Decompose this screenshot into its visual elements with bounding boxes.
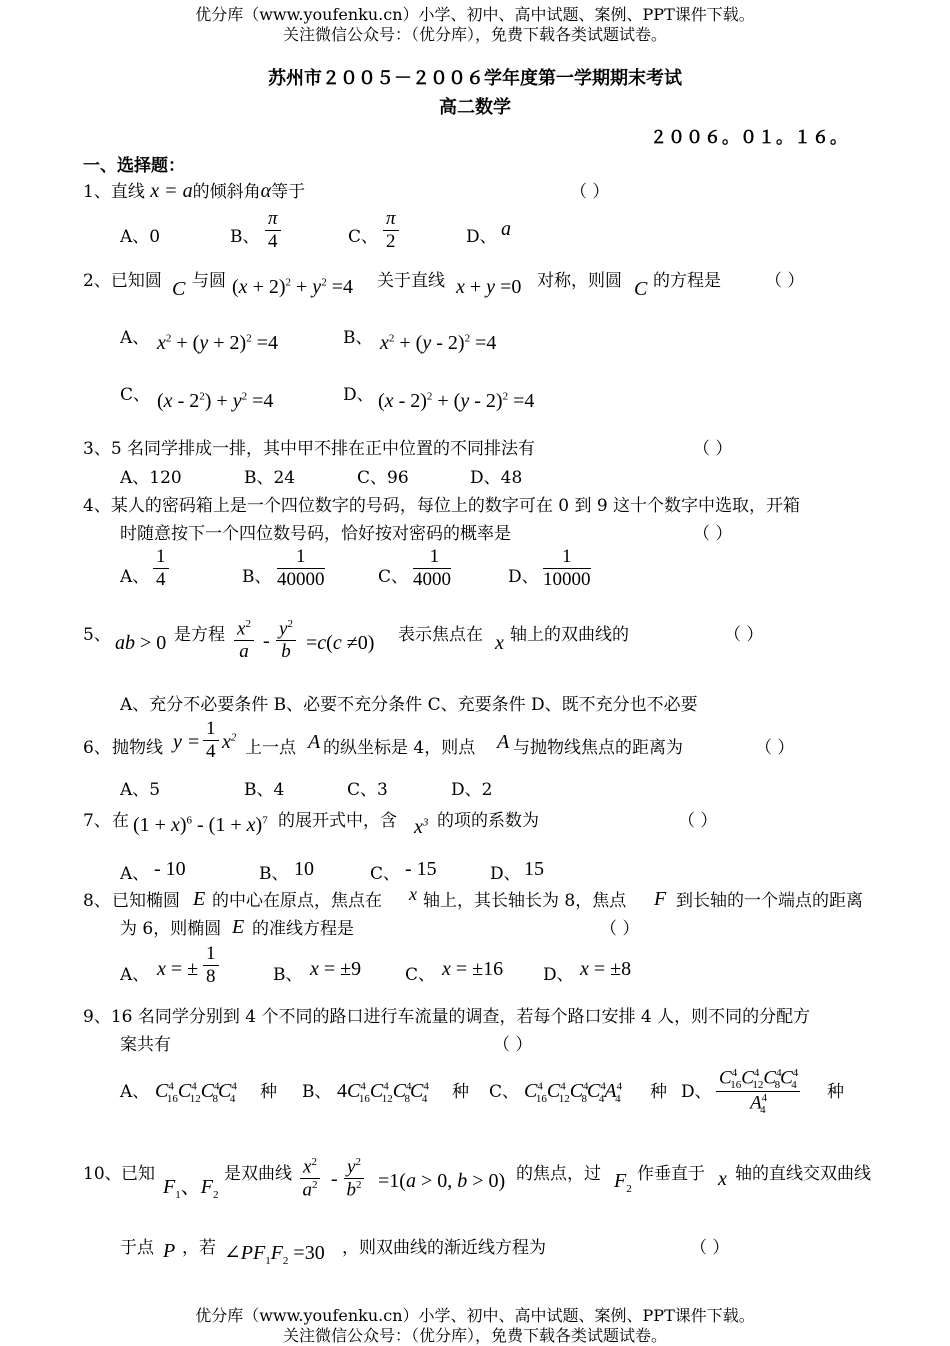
q8-ellipse-e: E bbox=[232, 916, 245, 938]
q2-text: 对称，则圆 bbox=[537, 271, 622, 291]
q5-condition: ab > 0 bbox=[115, 632, 167, 654]
q2-circle-equation: $(x + 2)^2 + y^2 =4$ bbox=[232, 276, 353, 298]
q6-text: 的纵坐标是 4，则点 bbox=[323, 738, 476, 758]
q8-option-a-fraction: $\frac{1}{8}$ bbox=[203, 943, 219, 988]
q1-option-d-value: a bbox=[501, 218, 511, 240]
q4-option-b-value: $\frac{1}{40000}$ bbox=[277, 546, 325, 590]
q4-option-b: B、 bbox=[242, 567, 272, 587]
q2-number: 2、 bbox=[83, 271, 111, 291]
q7-option-d-value: 15 bbox=[524, 858, 544, 880]
q2-text: 与圆 bbox=[192, 271, 226, 291]
q6-option-b: B、4 bbox=[244, 780, 285, 800]
q8-text: 已知椭圆 bbox=[112, 891, 180, 911]
q5-text: 表示焦点在 bbox=[398, 625, 483, 645]
q6-fraction: $\frac{1}{4}$ bbox=[203, 718, 219, 763]
q3-option-d: D、48 bbox=[470, 468, 523, 488]
q6-option-c: C、3 bbox=[347, 780, 388, 800]
q9-answer-bracket: （ ） bbox=[493, 1035, 533, 1055]
question-9-line1: 9、16 名同学分别到 4 个不同的路口进行车流量的调查，若每个路口安排 4 人，则不同的分配方 bbox=[83, 1007, 811, 1027]
q9-option-b: B、 bbox=[302, 1082, 332, 1102]
q7-option-c: C、 bbox=[370, 864, 401, 884]
q1-text: 等于 bbox=[271, 182, 306, 202]
q1-option-b-value: $\frac{\pi}{4}$ bbox=[265, 208, 281, 253]
q3-answer-bracket: （ ） bbox=[693, 439, 733, 459]
q3-option-a: A、120 bbox=[120, 468, 182, 488]
q5-options: A、充分不必要条件 B、必要不充分条件 C、充要条件 D、既不充分也不必要 bbox=[120, 695, 698, 715]
question-4-line1: 4、某人的密码箱上是一个四位数字的号码，每位上的数字可在 0 到 9 这十个数字中选取，开箱 bbox=[83, 496, 801, 516]
q10-text: 于点 bbox=[120, 1238, 154, 1258]
q10-axis-x: x bbox=[718, 1168, 727, 1190]
q1-text: 直线 bbox=[110, 182, 145, 202]
q8-option-d-value: x = ±8 bbox=[580, 958, 632, 980]
q7-text: 的展开式中，含 bbox=[278, 811, 397, 831]
section-heading: 一、选择题： bbox=[83, 156, 185, 176]
q6-point-a: A bbox=[497, 731, 510, 753]
q10-point-p: P bbox=[163, 1240, 176, 1262]
q5-number: 5、 bbox=[83, 625, 111, 645]
q4-option-a-value: $\frac{1}{4}$ bbox=[153, 546, 169, 591]
q8-option-b-value: x = ±9 bbox=[310, 958, 362, 980]
q5-answer-bracket: （ ） bbox=[724, 625, 764, 645]
q2-option-a-value: $x^2 + (y + 2)^2 =4$ bbox=[157, 332, 278, 354]
q4-option-d-value: $\frac{1}{10000}$ bbox=[543, 546, 591, 590]
q7-option-a-value: - 10 bbox=[154, 858, 186, 880]
q8-option-b: B、 bbox=[273, 965, 303, 985]
q4-answer-bracket: （ ） bbox=[693, 524, 733, 544]
q9-option-c: C、 bbox=[489, 1082, 520, 1102]
question-4-line2: 时随意按下一个四位数号码，恰好按对密码的概率是 bbox=[120, 524, 511, 544]
q10-text: 的焦点，过 bbox=[516, 1164, 601, 1184]
q10-foci: $F_1$、$F_2$ bbox=[163, 1176, 219, 1201]
site-footer-line2: 关注微信公众号：（优分库），免费下载各类试题试卷。 bbox=[282, 1326, 667, 1345]
q10-angle-condition: $\angle PF_1F_2 =30$ bbox=[224, 1242, 325, 1267]
q7-number: 7、 bbox=[83, 811, 111, 831]
q7-option-d: D、 bbox=[490, 864, 521, 884]
q8-option-c-value: x = ±16 bbox=[442, 958, 504, 980]
q8-text: 的中心在原点，焦点在 bbox=[212, 891, 382, 911]
q9-option-d: D、 bbox=[681, 1082, 712, 1102]
q1-option-b: B、 bbox=[230, 227, 260, 247]
q8-option-a-lhs: x = ± bbox=[157, 958, 199, 980]
q4-option-a: A、 bbox=[120, 567, 150, 587]
q2-option-c-value: $(x - 2^2) + y^2 =4$ bbox=[157, 390, 274, 412]
q5-fraction-y: $\frac{y^2}{b}$ bbox=[276, 618, 296, 663]
q6-text: 与抛物线焦点的距离为 bbox=[513, 738, 683, 758]
q10-text: 是双曲线 bbox=[224, 1164, 292, 1184]
q7-text: 的项的系数为 bbox=[437, 811, 539, 831]
q1-formula-line: x = a bbox=[150, 180, 193, 202]
q7-option-b: B、 bbox=[259, 864, 289, 884]
q10-text: 已知 bbox=[121, 1164, 155, 1184]
q10-fraction-y: $\frac{y^2}{b^2}$ bbox=[344, 1156, 364, 1202]
question-1 bbox=[83, 177, 305, 203]
q9-option-c-value: $C^4_{16}C^4_{12}C^4_8C^4_4A^4_4$ bbox=[524, 1080, 623, 1105]
q2-option-b-value: $x^2 + (y - 2)^2 =4$ bbox=[380, 332, 497, 354]
q5-minus: - bbox=[263, 630, 270, 652]
q3-option-c: C、96 bbox=[357, 468, 409, 488]
q6-option-d: D、2 bbox=[451, 780, 493, 800]
q3-option-b: B、24 bbox=[244, 468, 296, 488]
q1-alpha: α bbox=[260, 180, 272, 202]
question-9-line2: 案共有 bbox=[120, 1035, 171, 1055]
q7-x-cubed: $x^3$ bbox=[414, 816, 429, 838]
q8-ellipse-e: E bbox=[193, 888, 206, 910]
q2-text: 已知圆 bbox=[110, 271, 162, 291]
q10-text: ，若 bbox=[182, 1238, 216, 1258]
exam-title: 苏州市２００５－２００６学年度第一学期期末考试 bbox=[268, 68, 682, 89]
q7-expression: $(1 + x)^6 - (1 + x)^7$ bbox=[133, 814, 268, 836]
q10-number: 10、 bbox=[83, 1164, 122, 1184]
q2-option-b: B、 bbox=[343, 328, 373, 348]
q7-option-c-value: - 15 bbox=[405, 858, 437, 880]
q1-option-a: A、0 bbox=[120, 227, 161, 247]
q10-focus-f2: $F_2$ bbox=[614, 1170, 632, 1195]
q6-y: y bbox=[173, 731, 182, 753]
q1-option-c: C、 bbox=[348, 227, 379, 247]
q9-option-b-suffix: 种 bbox=[452, 1082, 469, 1102]
q7-answer-bracket: （ ） bbox=[678, 811, 718, 831]
q10-equation-rhs: =1(a > 0, b > 0) bbox=[378, 1170, 506, 1192]
q5-axis-x: x bbox=[495, 632, 504, 654]
q2-text: 关于直线 bbox=[377, 271, 445, 291]
q2-option-d: D、 bbox=[343, 385, 374, 405]
q2-answer-bracket: （ ） bbox=[765, 271, 805, 291]
q8-option-a: A、 bbox=[120, 965, 150, 985]
q1-text: 的倾斜角 bbox=[192, 182, 261, 202]
q10-answer-bracket: （ ） bbox=[690, 1238, 730, 1258]
site-header-line1: 优分库（www.youfenku.cn）小学、初中、高中试题、案例、PPT课件下载。 bbox=[195, 5, 755, 24]
exam-date: ２００６。０１。１６。 bbox=[650, 128, 848, 148]
q4-option-d: D、 bbox=[508, 567, 539, 587]
question-3: 3、5 名同学排成一排，其中甲不排在正中位置的不同排法有 bbox=[83, 439, 536, 459]
q9-option-a-suffix: 种 bbox=[260, 1082, 277, 1102]
q7-option-b-value: 10 bbox=[294, 858, 314, 880]
q2-option-d-value: (x - 2)$^2$ + (y - 2)$^2$ =4 bbox=[378, 390, 535, 412]
q1-answer-bracket: （ ） bbox=[570, 182, 610, 202]
q8-option-d: D、 bbox=[543, 965, 574, 985]
q1-option-d: D、 bbox=[466, 227, 497, 247]
q9-option-b-value: $4C^4_{16}C^4_{12}C^4_8C^4_4$ bbox=[337, 1080, 429, 1105]
q5-text: 是方程 bbox=[174, 625, 225, 645]
q2-line-equation: x + y =0 bbox=[456, 276, 522, 298]
q1-option-c-value: $\frac{\pi}{2}$ bbox=[383, 208, 399, 253]
q8-focus-f: F bbox=[654, 888, 667, 910]
q10-text: 轴的直线交双曲线 bbox=[735, 1164, 871, 1184]
q6-text: 抛物线 bbox=[112, 738, 163, 758]
q4-option-c: C、 bbox=[378, 567, 409, 587]
q1-number: 1、 bbox=[83, 182, 111, 202]
q6-answer-bracket: （ ） bbox=[755, 738, 795, 758]
site-footer-line1: 优分库（www.youfenku.cn）小学、初中、高中试题、案例、PPT课件下载。 bbox=[195, 1306, 755, 1325]
question-2 bbox=[83, 266, 162, 291]
q8-number: 8、 bbox=[83, 891, 111, 911]
q6-option-a: A、5 bbox=[120, 780, 161, 800]
q6-point-a: A bbox=[308, 731, 321, 753]
q2-text: 的方程是 bbox=[653, 271, 721, 291]
q6-equals: = bbox=[188, 731, 200, 753]
q10-minus: - bbox=[331, 1168, 338, 1190]
q8-option-c: C、 bbox=[405, 965, 436, 985]
q9-option-c-suffix: 种 bbox=[650, 1082, 667, 1102]
q5-equation-rhs: =c(c ≠0) bbox=[306, 632, 375, 654]
q8-text: 到长轴的一个端点的距离 bbox=[676, 891, 863, 911]
q2-circle-c: C bbox=[634, 278, 648, 300]
q9-option-d-value: $\frac{C^4_{16}C^4_{12}C^4_8C^4_4}{A^4_4}$ bbox=[716, 1067, 800, 1116]
q6-number: 6、 bbox=[83, 738, 111, 758]
q8-answer-bracket: （ ） bbox=[600, 919, 640, 939]
q5-fraction-x: $\frac{x^2}{a}$ bbox=[234, 618, 254, 663]
q10-fraction-x: $\frac{x^2}{a^2}$ bbox=[300, 1156, 320, 1202]
q2-option-a: A、 bbox=[120, 328, 150, 348]
q4-option-c-value: $\frac{1}{4000}$ bbox=[413, 546, 451, 590]
q8-text: 的准线方程是 bbox=[252, 919, 354, 939]
q7-text: 在 bbox=[112, 811, 129, 831]
q2-option-c: C、 bbox=[120, 385, 151, 405]
q9-option-a: A、 bbox=[120, 1082, 150, 1102]
q9-option-d-suffix: 种 bbox=[827, 1082, 844, 1102]
exam-subject: 高二数学 bbox=[439, 97, 511, 118]
q10-text: 作垂直于 bbox=[637, 1164, 705, 1184]
q7-option-a: A、 bbox=[120, 864, 150, 884]
site-header-line2: 关注微信公众号：（优分库），免费下载各类试题试卷。 bbox=[282, 25, 667, 44]
q2-circle-c: C bbox=[172, 278, 186, 300]
q6-x-squared: $x^2$ bbox=[222, 731, 237, 753]
q1-options bbox=[120, 208, 620, 260]
q5-text: 轴上的双曲线的 bbox=[510, 625, 629, 645]
q10-text: ，则双曲线的渐近线方程为 bbox=[342, 1238, 546, 1258]
q9-option-a-value: $C^4_{16}C^4_{12}C^4_8C^4_4$ bbox=[155, 1080, 237, 1105]
q6-text: 上一点 bbox=[245, 738, 296, 758]
q8-axis-x: x bbox=[409, 884, 417, 904]
q8-text: 为 6，则椭圆 bbox=[120, 919, 222, 939]
q8-text: 轴上，其长轴长为 8，焦点 bbox=[423, 891, 627, 911]
